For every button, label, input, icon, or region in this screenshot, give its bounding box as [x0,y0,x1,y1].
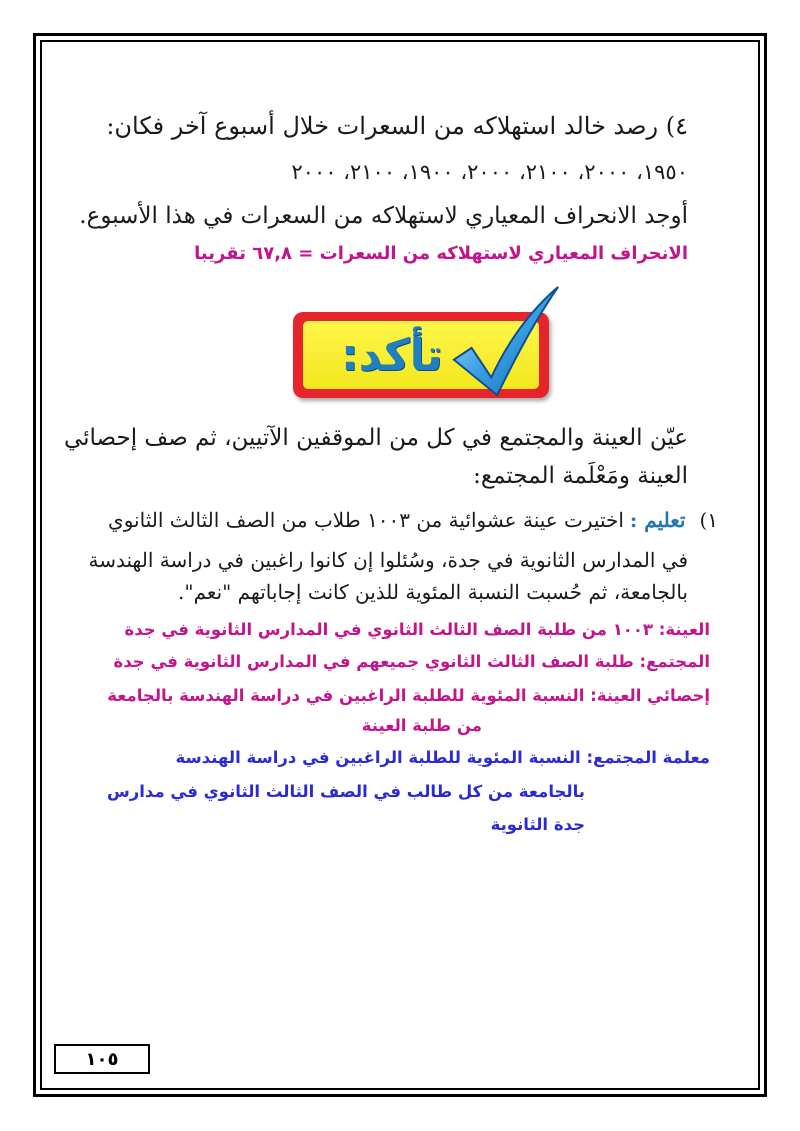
item-1-text: اختيرت عينة عشوائية من ١٠٠٣ طلاب من الصف الثالث الثانوي [108,508,624,532]
answer-statistic-cont: من طلبة العينة [361,716,482,735]
checkmark-icon [448,283,566,401]
page-number: ١٠٥ [54,1044,150,1074]
question-4-prompt: أوجد الانحراف المعياري لاستهلاكه من السعرات في هذا الأسبوع. [79,203,688,229]
item-1-number: ١) [699,508,718,532]
answer-parameter: معلمة المجتمع: النسبة المئوية للطلبة الراغبين في دراسة الهندسة [175,748,710,767]
banner-title: تأكد: [341,329,443,381]
item-1-tag: تعليم : [629,508,686,532]
answer-sample: العينة: ١٠٠٣ من طلبة الصف الثالث الثانوي في المدارس الثانوية في جدة [124,620,710,639]
item-1-line-2: في المدارس الثانوية في جدة، وسُئلوا إن كانوا راغبين في دراسة الهندسة [88,548,688,572]
answer-statistic: إحصائي العينة: النسبة المئوية للطلبة الراغبين في دراسة الهندسة بالجامعة [107,686,710,705]
answer-parameter-cont-2: جدة الثانوية [490,815,585,834]
answer-parameter-cont-1: بالجامعة من كل طالب في الصف الثالث الثانوي في مدارس [106,782,585,801]
question-4-text: ٤) رصد خالد استهلاكه من السعرات خلال أسبوع آخر فكان: [106,112,688,140]
standard-deviation-answer: الانحراف المعياري لاستهلاكه من السعرات = ٦٧,٨ تقريبا [194,243,688,264]
item-1-line-1 [108,508,718,532]
item-1-line-3: بالجامعة، ثم حُسبت النسبة المئوية للذين كانت إجاباتهم "نعم". [178,580,688,604]
answer-population: المجتمع: طلبة الصف الثالث الثانوي جميعهم في المدارس الثانوية في جدة [113,652,710,671]
question-4-values: ١٩٥٠، ٢٠٠٠، ٢١٠٠، ٢٠٠٠، ١٩٠٠، ٢١٠٠، ٢٠٠٠ [291,160,688,184]
instructions-line-1: عيّن العينة والمجتمع في كل من الموقفين الآتيين، ثم صف إحصائي [63,425,688,451]
instructions-line-2: العينة ومَعْلَمة المجتمع: [473,463,688,489]
